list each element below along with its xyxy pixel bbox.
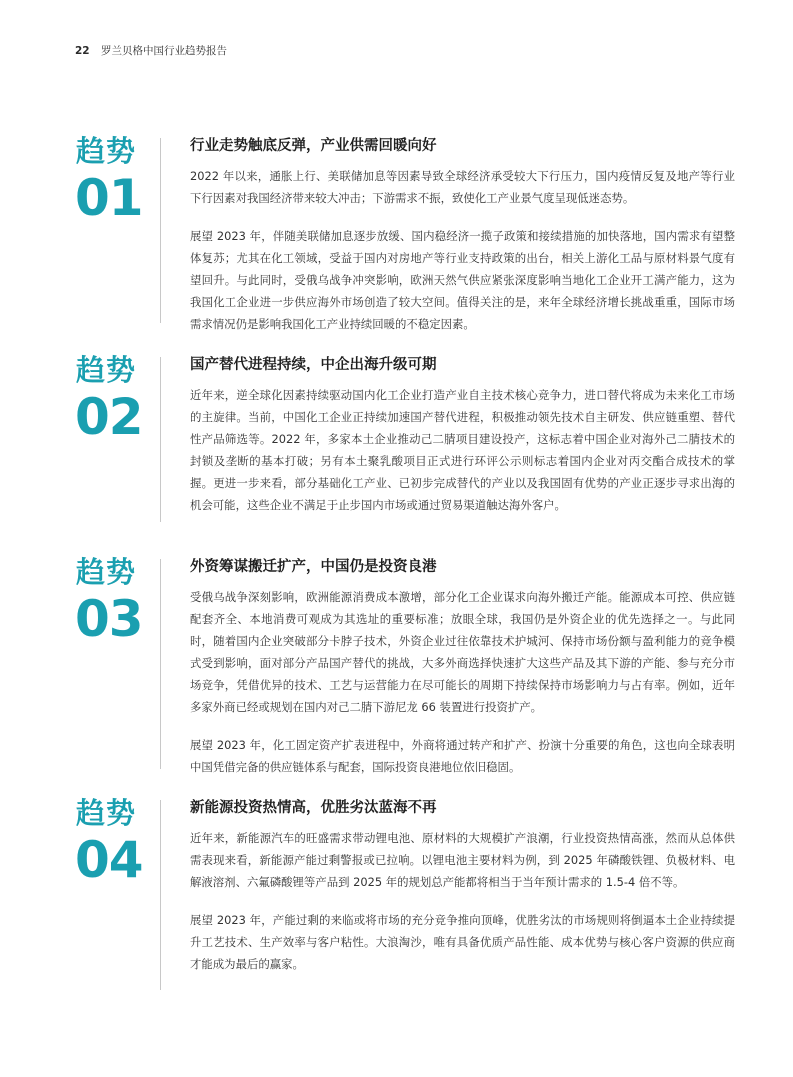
trend-content	[190, 355, 735, 532]
trend-paragraph: 展望 2023 年，化工固定资产扩表进程中，外商将通过转产和扩产、扮演十分重要的角色，这也向全球表明中国凭借完备的供应链体系与配套，国际投资良港地位依旧稳固。	[190, 738, 735, 774]
trend-title: 外资筹谋搬迁扩产，中国仍是投资良港	[190, 559, 437, 575]
trend-badge	[75, 555, 143, 648]
trend-paragraph: 展望 2023 年，伴随美联储加息逐步放缓、国内稳经济一揽子政策和接续措施的加快落地，国内需求有望整体复苏；尤其在化工领域，受益于国内对房地产等行业支持政策的出台，相关上游化工品与原材料景气度有望回升。与此同时，受俄乌战争冲突影响，欧洲天然气供应紧张深度影响当地化工企业开工满产能力，这为我国化工企业进一步供应海外市场创造了较大空间。值得关注的是，来年全球经济增长挑战重重，国际市场需求情况仍是影响我国化工产业持续回暖的不稳定因素。	[190, 229, 735, 331]
report-title: 罗兰贝格中国行业趋势报告	[100, 45, 227, 57]
page-header	[75, 43, 227, 58]
trend-paragraph: 受俄乌战争深刻影响，欧洲能源消费成本激增，部分化工企业谋求向海外搬迁产能。能源成本可控、供应链配套齐全、本地消费可观成为其选址的重要标准；放眼全球，我国仍是外资企业的优先选择之一。与此同时，随着国内企业突破部分卡脖子技术，外资企业过往依靠技术护城河、保持市场份额与盈利能力的竞争模式受到影响，面对部分产品国产替代的挑战，大多外商选择快速扩大这些产品及其下游的产能、参与充分市场竞争，凭借优异的技术、工艺与运营能力在尽可能长的周期下持续保持市场影响力与占有率。例如，近年多家外商已经或规划在国内对己二腈下游尼龙 66 装置进行投资扩产。	[190, 590, 735, 714]
trend-badge	[75, 134, 143, 227]
trend-badge	[75, 353, 143, 446]
divider-line	[160, 138, 161, 323]
trend-number: 01	[75, 169, 143, 227]
divider-line	[160, 559, 161, 769]
trend-paragraph: 展望 2023 年，产能过剩的来临或将市场的充分竞争推向顶峰，优胜劣汰的市场规则将倒逼本土企业持续提升工艺技术、生产效率与客户粘性。大浪淘沙，唯有具备优质产品性能、成本优势与核心客户资源的供应商才能成为最后的赢家。	[190, 913, 735, 971]
trend-paragraph: 2022 年以来，通胀上行、美联储加息等因素导致全球经济承受较大下行压力，国内疫情反复及地产等行业下行因素对我国经济带来较大冲击；下游需求不振，致使化工产业景气度呈现低迷态势。	[190, 169, 735, 205]
trend-number: 04	[75, 831, 143, 889]
trend-keyword: 趋势	[75, 134, 136, 168]
trend-paragraph: 近年来，新能源汽车的旺盛需求带动锂电池、原材料的大规模扩产浪潮，行业投资热情高涨，然而从总体供需表现来看，新能源产能过剩警报或已拉响。以锂电池主要材料为例，到 2025 年磷酸铁锂、负极材料、电解液溶剂、六氟磷酸锂等产品到 2025 年的规划总产能都将相当于当年预计需求的 1.5-4 倍不等。	[190, 831, 735, 889]
trend-title: 新能源投资热情高，优胜劣汰蓝海不再	[190, 800, 437, 816]
trend-keyword: 趋势	[75, 796, 136, 830]
trend-keyword: 趋势	[75, 555, 136, 589]
trend-title: 行业走势触底反弹，产业供需回暖向好	[190, 138, 437, 154]
trend-content	[190, 136, 735, 351]
trend-number: 03	[75, 590, 143, 648]
trend-content	[190, 798, 735, 991]
trend-keyword: 趋势	[75, 353, 136, 387]
trend-number: 02	[75, 388, 143, 446]
divider-line	[160, 800, 161, 990]
page-number: 22	[75, 45, 90, 57]
trend-title: 国产替代进程持续，中企出海升级可期	[190, 357, 437, 373]
trend-badge	[75, 796, 143, 889]
divider-line	[160, 357, 161, 522]
trend-content	[190, 557, 735, 794]
trend-paragraph: 近年来，逆全球化因素持续驱动国内化工企业打造产业自主技术核心竞争力，进口替代将成为未来化工市场的主旋律。当前，中国化工企业正持续加速国产替代进程，积极推动领先技术自主研发、供应链重塑、替代性产品筛选等。2022 年，多家本土企业推动己二腈项目建设投产，这标志着中国企业对海外己二腈技术的封锁及垄断的基本打破；另有本土聚乳酸项目正式进行环评公示则标志着国内企业对丙交酯合成技术的掌握。更进一步来看，部分基础化工产业、已初步完成替代的产业以及我国固有优势的产业正逐步寻求出海的机会可能，这些企业不满足于止步国内市场或通过贸易渠道触达海外客户。	[190, 388, 735, 512]
